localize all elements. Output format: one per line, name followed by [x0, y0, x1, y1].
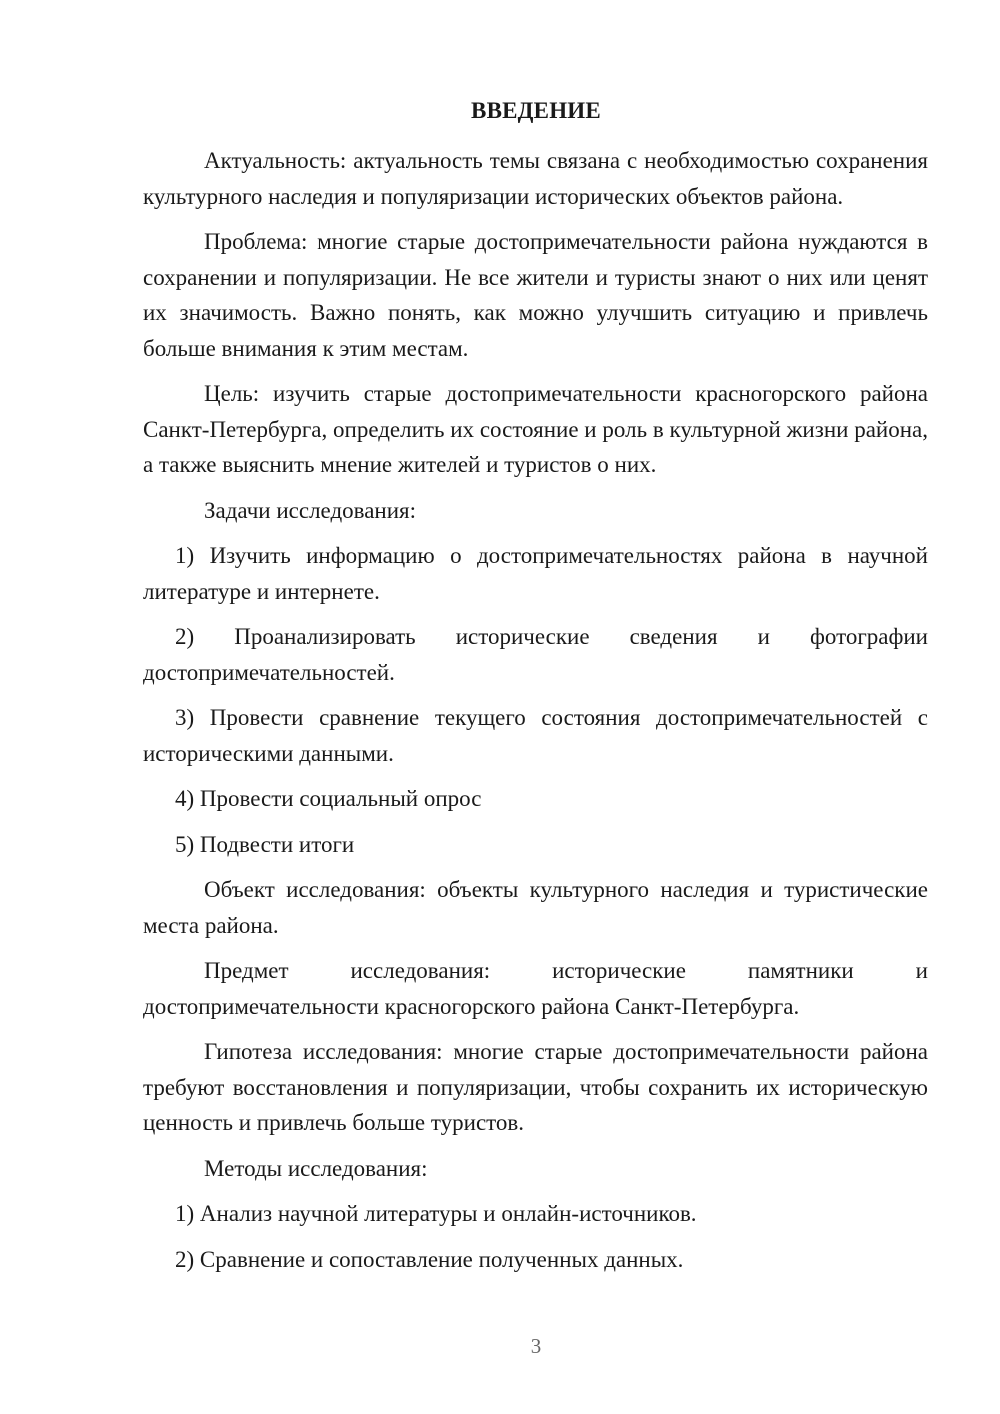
paragraph-hypothesis: Гипотеза исследования: многие старые достопримечательности района требуют восстановления и популяризации, чтобы сохранить их историческую ценность и привлечь больше туристов. — [143, 1039, 928, 1135]
paragraph-tasks-heading: Задачи исследования: — [204, 497, 417, 523]
task-item: 4) Провести социальный опрос — [175, 786, 482, 811]
task-item: 2) Проанализировать исторические сведения и фотографии достопримечательностей. — [143, 624, 928, 685]
task-item: 1) Изучить информацию о достопримечательностях района в научной литературе и интернете. — [143, 543, 928, 604]
paragraph-subject: Предмет исследования: исторические памятники и достопримечательности красногорского района Санкт-Петербурга. — [143, 958, 928, 1019]
task-item: 5) Подвести итоги — [175, 831, 355, 857]
page-title: ВВЕДЕНИЕ — [471, 98, 601, 123]
task-item: 3) Провести сравнение текущего состояния достопримечательностей с историческими данными. — [143, 705, 928, 766]
paragraph-goal: Цель: изучить старые достопримечательности красногорского района Санкт-Петербурга, определить их состояние и роль в культурной жизни района, а также выяснить мнение жителей и туристов о них. — [143, 381, 928, 477]
page-number: 3 — [530, 1334, 542, 1358]
document-body — [143, 143, 928, 1287]
paragraph-relevance: Актуальность: актуальность темы связана с необходимостью сохранения культурного наследия и популяризации исторических объектов района. — [143, 148, 928, 209]
paragraph-problem: Проблема: многие старые достопримечательности района нуждаются в сохранении и популяризации. Не все жители и туристы знают о них или ценят их значимость. Важно понять, как можно улучшить ситуацию и привлечь больше внимания к этим местам. — [143, 229, 928, 361]
method-item: 2) Сравнение и сопоставление полученных данных. — [175, 1246, 684, 1272]
paragraph-object: Объект исследования: объекты культурного наследия и туристические места района. — [143, 877, 928, 938]
method-item: 1) Анализ научной литературы и онлайн-источников. — [175, 1201, 697, 1226]
paragraph-methods-heading: Методы исследования: — [204, 1155, 428, 1181]
